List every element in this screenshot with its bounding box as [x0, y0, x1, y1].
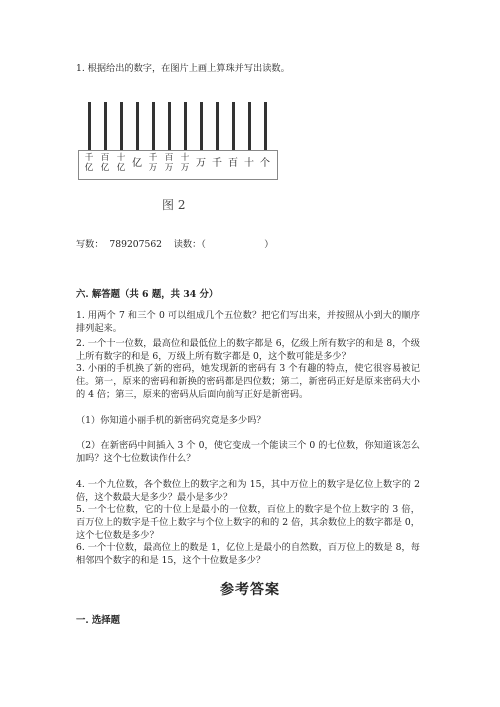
abacus-rod [216, 102, 219, 154]
question-4: 4. 一个九位数，各个数位上的数字之和为 15，其中万位上的数字是亿位上数字的 2 倍，这个数最大是多少？最小是多少？ [76, 479, 420, 503]
abacus-frame [78, 150, 278, 180]
abacus-rod [120, 102, 123, 154]
answer-key-title: 参考答案 [220, 582, 280, 598]
place-label: 百 万 [164, 153, 174, 173]
place-label: 百 [228, 158, 238, 169]
abacus-rods [83, 102, 273, 154]
question-5: 5. 一个七位数，它的十位上是最小的一位数，百位上的数字是个位上数字的 3 倍，百万位上的数字是千位上数字与个位上数字的和的 2 倍，其余数位上的数字都是 0，这个七位数是多少？ [76, 504, 420, 541]
abacus-rod [104, 102, 107, 154]
section-6-title: 六. 解答题（共 6 题，共 34 分） [76, 289, 219, 300]
question-2: 2. 一个十一位数，最高位和最低位上的数字都是 6，亿级上所有数字的和是 8，个级上所有数字的和是 6，万级上所有数字都是 0，这个数可能是多少？ [76, 338, 420, 362]
place-label: 千 万 [148, 153, 158, 173]
abacus-rod [248, 102, 251, 154]
abacus-rod [264, 102, 267, 154]
place-label: 千 [212, 158, 222, 169]
question-3-part-1: （1）你知道小丽手机的新密码究竟是多少吗？ [76, 415, 266, 426]
abacus-rod [152, 102, 155, 154]
place-label: 百 亿 [100, 153, 110, 173]
question-6: 6. 一个十位数，最高位上的数是 1，亿位上是最小的自然数，百万位上的数是 8，每相邻四个数字的和是 15，这个十位数是多少？ [76, 542, 420, 566]
abacus-rod [88, 102, 91, 154]
question-1: 1. 用两个 7 和三个 0 可以组成几个五位数？把它们写出来，并按照从小到大的顺序排列起来。 [76, 310, 420, 334]
figure-caption: 图 2 [162, 198, 186, 212]
abacus-rod [200, 102, 203, 154]
place-label: 个 [260, 158, 270, 169]
abacus-rod [136, 102, 139, 154]
question-3-part-2: （2）在新密码中间插入 3 个 0，使它变成一个能读三个 0 的七位数，你知道该怎么加吗？这个七位数读作什么？ [76, 440, 420, 464]
place-label: 十 亿 [116, 153, 126, 173]
place-label: 十 [244, 158, 254, 169]
place-label: 十 万 [180, 153, 190, 173]
place-label: 千 亿 [84, 153, 94, 173]
abacus-rod [184, 102, 187, 154]
write-number-line: 写数： 789207562 读数：（ ） [76, 239, 274, 250]
place-label: 亿 [132, 158, 142, 169]
place-label: 万 [196, 158, 206, 169]
abacus-rod [232, 102, 235, 154]
answer-section-title: 一. 选择题 [76, 615, 121, 626]
question-1-instruction: 1. 根据给出的数字，在图片上画上算珠并写出读数。 [76, 63, 290, 74]
question-3: 3. 小丽的手机换了新的密码，她发现新的密码有 3 个有趣的特点，使它很容易被记住。第一，原来的密码和新换的密码都是四位数；第二，新密码正好是原来密码大小的 4 倍；第三，原来的密码从后面向前写正好是新密码。 [76, 363, 420, 400]
abacus-rod [168, 102, 171, 154]
